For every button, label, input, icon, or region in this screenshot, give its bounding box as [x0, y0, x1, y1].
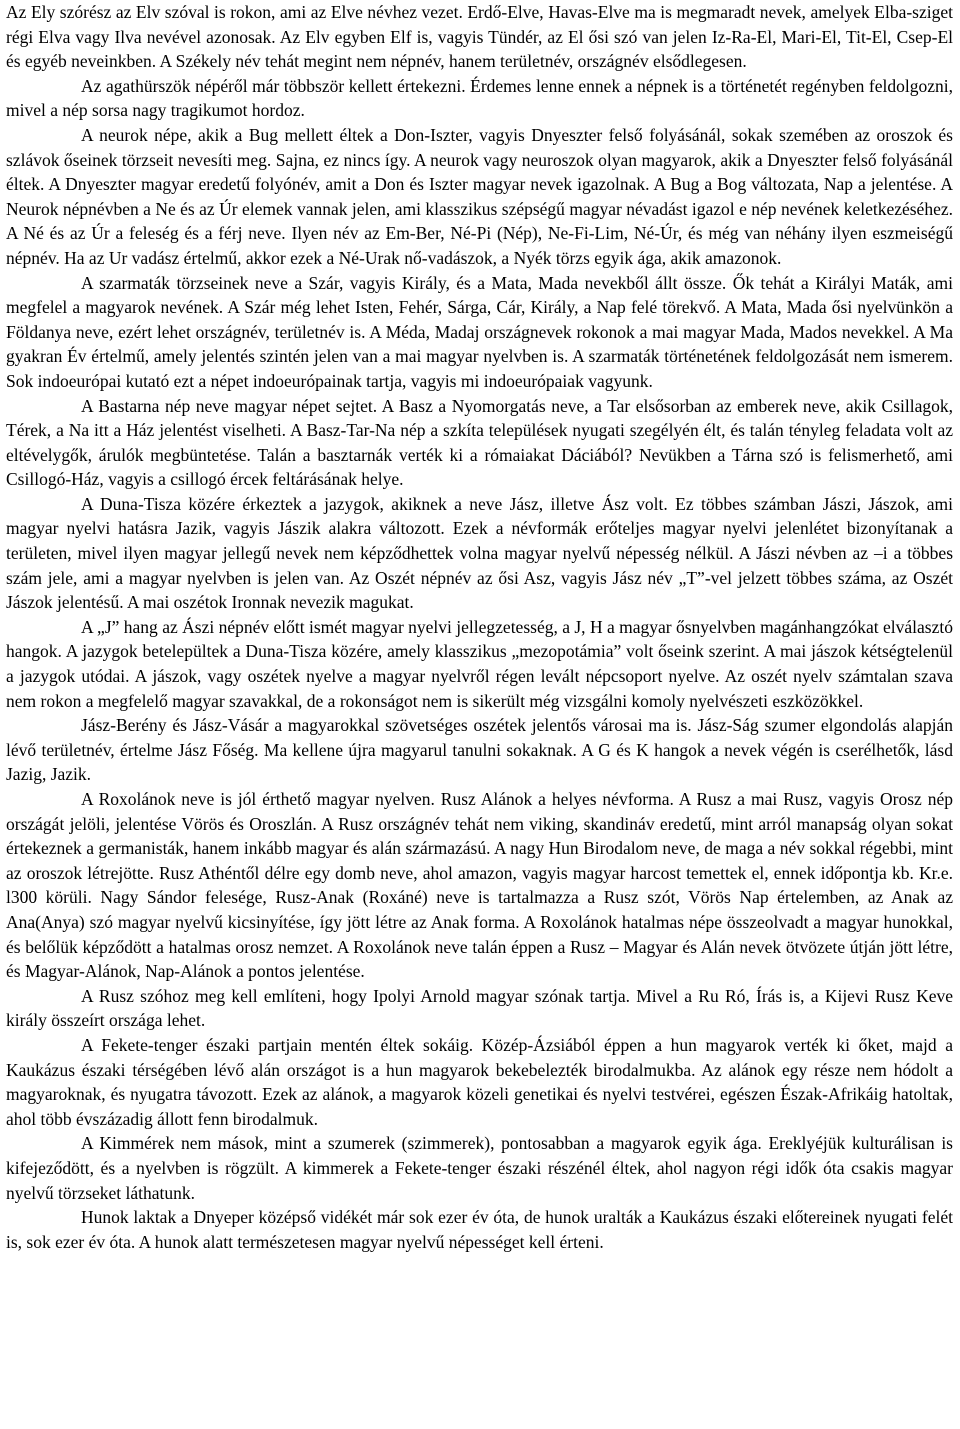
paragraph: A Bastarna nép neve magyar népet sejtet. A Basz a Nyomorgatás neve, a Tar elsősorban az emberek neve, akik Csillagok, Térek, a Na itt a Ház jelentést viselheti. A Basz-Tar-Na nép a szkíta települések nyugati szegélyén élt, és talán tényleg feladata volt az eltévelygők, árulók megbüntetése. Talán a basztarnák verték ki a rómaiakat Dáciából? Nevükben a Tárna szó is felismerhető, ami Csillogó-Ház, vagyis a csillogó ércek feltárásának helye. [6, 395, 953, 490]
paragraph: Hunok laktak a Dnyeper középső vidékét már sok ezer év óta, de hunok uralták a Kaukázus északi előtereinek nyugati felét is, sok ezer év óta. A hunok alatt természetesen magyar nyelvű népességet kell érteni. [6, 1207, 953, 1252]
paragraph: A „J” hang az Ászi népnév előtt ismét magyar nyelvi jellegzetesség, a J, H a magyar ősnyelvben magánhangzókat elválasztó hangok. A jazygok betelepültek a Duna-Tisza közére, amely klasszikus „mezopotámia” volt őseink szerint. A mai jászok kétségtelenül a jazygok utódai. A jászok, vagy oszétek nyelve a magyar nyelvről régen levált népcsoport nyelve. Az oszét nyelv számtalan szava nem rokon a megfelelő magyar szavakkal, de a rokonságot nem is sikerült még vizsgálni komoly nyelvészeti eszközökkel. [6, 616, 953, 711]
paragraph: A Roxolánok neve is jól érthető magyar nyelven. Rusz Alánok a helyes névforma. A Rusz a mai Rusz, vagyis Orosz nép országát jelöli, jelentése Vörös és Oroszlán. A Rusz országnév tehát nem viking, skandináv eredetű, mint arról manapság olyan sokat értekeznek a germanisták, hanem inkább magyar és alán származású. A nagy Hun Birodalom neve, de maga a név sokkal régebbi, mint az oroszok létrejötte. Rusz Athéntől délre egy domb neve, ahol amazon, vagyis magyar harcost temettek el, ennek időpontja kb. Kr.e. l300 körüli. Nagy Sándor felesége, Rusz-Anak (Roxáné) neve is tartalmazza a Rusz szót, Vörös Nap értelemben, az Anak az Ana(Anya) szó magyar nyelvű kicsinyítése, így jött létre az Anak forma. A Roxolánok hatalmas népe összeolvadt a magyar hunokkal, és belőlük képződött a hatalmas orosz nemzet. A Roxolánok neve talán éppen a Rusz – Magyar és Alán nevek ötvözete útján jött létre, és Magyar-Alánok, Nap-Alánok a pontos jelentése. [6, 789, 953, 982]
body-text [6, 0, 953, 1254]
paragraph: A neurok népe, akik a Bug mellett éltek a Don-Iszter, vagyis Dnyeszter felső folyásánál, sokak szemében az oroszok és szlávok őseinek törzseit nevesíti meg. Sajna, ez nincs így. A neurok vagy neuroszok olyan magyarok, akik a Dnyeszter felső folyásánál éltek. A Dnyeszter magyar eredetű folyónév, amit a Don és Iszter magyar nevek igazolnak. A Bug a Bog változata, Nap a jelentése. A Neurok népnévben a Ne és az Úr elemek vannak jelen, ami klasszikus szépségű magyar névadást igazol e nép nevének keletkezéséhez. A Né és az Úr a feleség és a férj neve. Ilyen név az Em-Ber, Né-Pi (Nép), Ne-Fi-Lim, Né-Úr, és még van néhány ilyen eszmeiségű népnév. Ha az Ur vadász értelmű, akkor ezek a Né-Urak nő-vadászok, a Nyék törzs egyik ága, akik amazonok. [6, 124, 953, 268]
paragraph: Jász-Berény és Jász-Vásár a magyarokkal szövetséges oszétek jelentős városai ma is. Jász-Ság szumer elgondolás alapján lévő területnév, értelme Jász Főség. Ma kellene újra magyarul tanulni sokaknak. A G és K hangok a nevek végén is cserélhetők, lásd Jazig, Jazik. [6, 715, 953, 785]
paragraph: A Duna-Tisza közére érkeztek a jazygok, akiknek a neve Jász, illetve Ász volt. Ez többes számban Jászi, Jászok, ami magyar nyelvi hatásra Jazik, vagyis Jászik alakra változott. Ezek a névformák erőteljes magyar nyelvi jelenlétet bizonyítanak a területen, mivel ilyen magyar jellegű nevek nem képződhettek volna magyar nyelvű népesség nélkül. A Jászi névben az –i a többes szám jele, ami a magyar nyelvben is jelen van. Az Oszét népnév az ősi Asz, vagyis Jász név „T”-vel jelzett többes száma, az Oszét Jászok jelentésű. A mai oszétok Ironnak nevezik magukat. [6, 493, 953, 613]
paragraph: A szarmaták törzseinek neve a Szár, vagyis Király, és a Mata, Mada nevekből állt össze. Ők tehát a Királyi Maták, ami megfelel a magyarok nevének. A Szár még lehet Isten, Fehér, Sárga, Cár, Király, a Nap felé törekvő. A Mata, Mada ősi nyelvünkön a Földanya neve, ezért lehet országnév, területnév is. A Méda, Madaj országnevek rokonok a mai magyar Mada, Mados nevekkel. A Ma gyakran Év értelmű, amely jelentés szintén jelen van a mai magyar nyelvben is. A szarmaták történetének feldolgozását nem ismerem. Sok indoeurópai kutató ezt a népet indoeurópainak tartja, vagyis mi indoeurópaiak vagyunk. [6, 272, 953, 391]
paragraph: A Fekete-tenger északi partjain mentén éltek sokáig. Közép-Ázsiából éppen a hun magyarok verték ki őket, majd a Kaukázus északi térségében lévő alán országot is a hun magyarok bekebelezték birodalmukba. Az alánok egy része nem hódolt a magyaroknak, és nyugatra távozott. Ezek az alánok, a magyarok közeli genetikai és nyelvi testvérei, egészen Észak-Afrikáig hatoltak, ahol több évszázadig állott fenn birodalmuk. [6, 1034, 953, 1129]
paragraph: A Rusz szóhoz meg kell említeni, hogy Ipolyi Arnold magyar szónak tartja. Mivel a Ru Ró, Írás is, a Kijevi Rusz Keve király összeírt országa lehet. [6, 985, 953, 1031]
paragraph: A Kimmérek nem mások, mint a szumerek (szimmerek), pontosabban a magyarok egyik ága. Ereklyéjük kulturálisan is kifejeződött, és a nyelvben is rögzült. A kimmerek a Fekete-tenger északi részénél éltek, ahol nagyon régi idők óta csakis magyar nyelvű törzseket láthatunk. [6, 1133, 953, 1203]
paragraph: Az Ely szórész az Elv szóval is rokon, ami az Elve névhez vezet. Erdő-Elve, Havas-Elve ma is megmaradt nevek, amelyek Elba-sziget régi Elva vagy Ilva nevével azonosak. Az Elv egyben Elf is, vagyis Tündér, az El ősi szó van jelen Iz-Ra-El, Mari-El, Tit-El, Csep-El és egyéb neveinkben. A Székely név tehát megint nem népnév, hanem területnév, országnév elsődlegesen. [6, 2, 953, 72]
paragraph: Az agathürszök népéről már többször kellett értekezni. Érdemes lenne ennek a népnek is a történetét regényben feldolgozni, mivel a nép sorsa nagy tragikumot hordoz. [6, 75, 953, 121]
